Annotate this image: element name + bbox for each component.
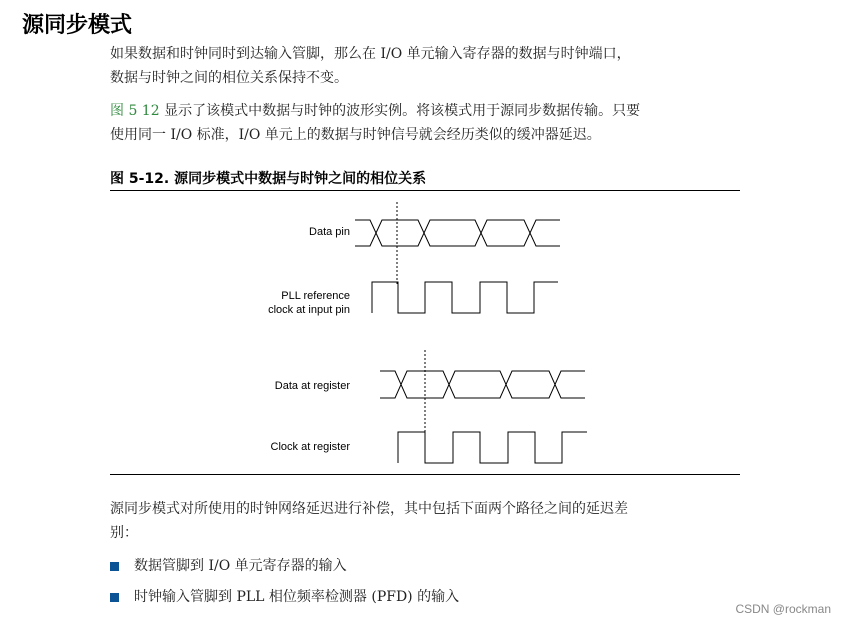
figure-reference-line-2: 使用同一 I/O 标准，I/O 单元上的数据与时钟信号就会经历类似的缓冲器延迟。 xyxy=(110,127,601,143)
label-clock-at-register: Clock at register xyxy=(270,441,350,453)
compensation-paragraph xyxy=(110,497,750,545)
page-title: 源同步模式 xyxy=(22,13,133,38)
watermark: CSDN @rockman xyxy=(735,602,831,616)
data-at-register-waveform xyxy=(380,371,585,398)
figure-link[interactable]: 图 5 12 xyxy=(110,103,160,119)
label-pll-reference-line-2: clock at input pin xyxy=(268,304,350,316)
clock-at-register-waveform xyxy=(398,432,587,463)
bullet-item: 数据管脚到 I/O 单元寄存器的输入 xyxy=(134,558,347,574)
bullet-marker xyxy=(110,593,119,602)
bullet-item: 时钟输入管脚到 PLL 相位频率检测器 (PFD) 的输入 xyxy=(134,589,460,605)
bullet-marker xyxy=(110,562,119,571)
compensation-line-2: 别： xyxy=(110,525,138,541)
figure-bottom-rule xyxy=(110,474,740,475)
figure-reference-text: 显示了该模式中数据与时钟的波形实例。将该模式用于源同步数据传输。只要 xyxy=(159,103,641,119)
label-pll-reference-line-1: PLL reference xyxy=(281,290,350,302)
figure-title: 图 5-12. 源同步模式中数据与时钟之间的相位关系 xyxy=(110,171,427,187)
data-pin-waveform xyxy=(355,220,560,246)
pll-reference-clock-waveform xyxy=(372,282,558,313)
label-data-pin: Data pin xyxy=(309,226,350,238)
label-data-at-register: Data at register xyxy=(274,380,350,392)
intro-line-2: 数据与时钟之间的相位关系保持不变。 xyxy=(110,70,348,86)
intro-line-1: 如果数据和时钟同时到达输入管脚，那么在 I/O 单元输入寄存器的数据与时钟端口， xyxy=(110,46,631,62)
compensation-line-1: 源同步模式对所使用的时钟网络延迟进行补偿，其中包括下面两个路径之间的延迟差 xyxy=(110,501,628,517)
